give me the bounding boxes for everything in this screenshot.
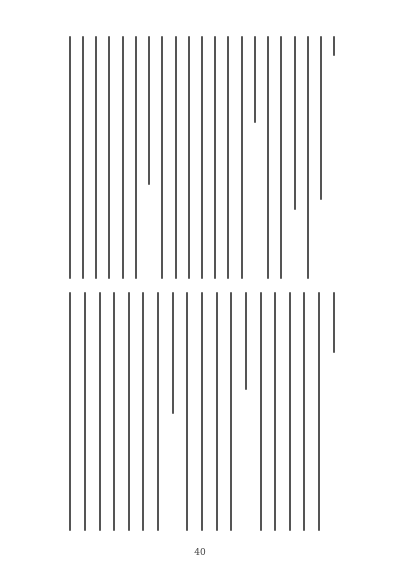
text-line <box>175 36 177 279</box>
text-line <box>69 36 71 279</box>
text-column-bottom <box>62 292 340 536</box>
text-line <box>201 36 203 279</box>
text-line <box>188 36 190 279</box>
text-line <box>148 36 150 185</box>
text-line <box>161 36 163 279</box>
text-line <box>320 36 322 200</box>
text-line <box>186 292 188 531</box>
text-line <box>128 292 130 531</box>
text-line <box>333 292 335 353</box>
text-line <box>230 292 232 531</box>
text-line <box>260 292 262 531</box>
text-line <box>318 292 320 531</box>
text-line <box>69 292 71 531</box>
text-line <box>280 36 282 279</box>
text-line <box>294 36 296 210</box>
text-line <box>303 292 305 531</box>
text-line <box>245 292 247 390</box>
text-line <box>135 36 137 279</box>
text-line <box>274 292 276 531</box>
text-line <box>172 292 174 414</box>
text-line <box>122 36 124 279</box>
text-line <box>333 36 335 56</box>
text-column-top <box>62 36 340 284</box>
text-line <box>307 36 309 279</box>
text-line <box>289 292 291 531</box>
text-line <box>95 36 97 279</box>
text-line <box>84 292 86 531</box>
text-line <box>214 36 216 279</box>
text-line <box>142 292 144 531</box>
text-line <box>113 292 115 531</box>
text-line <box>254 36 256 123</box>
text-line <box>216 292 218 531</box>
text-line <box>201 292 203 531</box>
text-line <box>241 36 243 279</box>
page-number: 40 <box>194 548 206 558</box>
text-line <box>82 36 84 279</box>
text-line <box>267 36 269 279</box>
text-line <box>157 292 159 531</box>
text-line <box>108 36 110 279</box>
text-line <box>99 292 101 531</box>
text-line <box>227 36 229 279</box>
